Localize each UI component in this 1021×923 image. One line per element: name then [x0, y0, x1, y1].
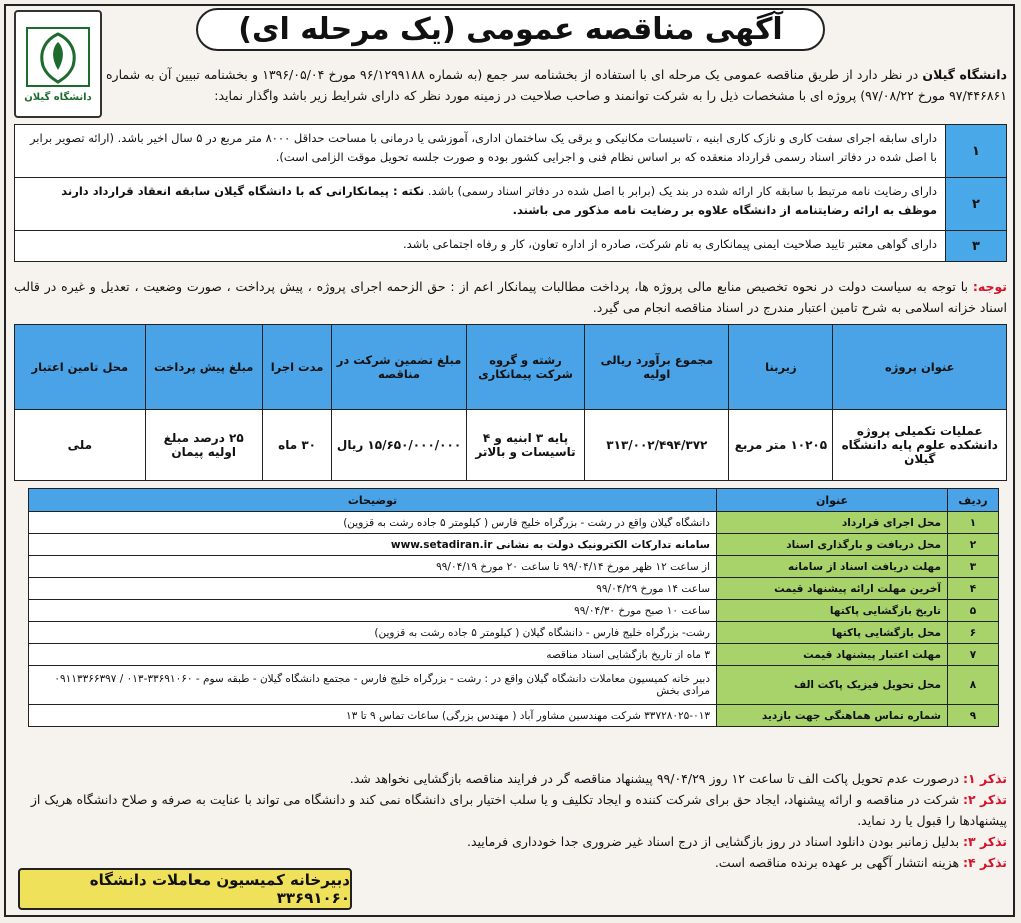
schedule-header-row — [29, 489, 999, 512]
title-wrap — [110, 8, 911, 56]
row-subject: آخرین مهلت ارائه پیشنهاد قیمت — [717, 578, 948, 600]
footnote — [14, 768, 1007, 789]
footnote — [14, 831, 1007, 852]
project-row — [15, 410, 1007, 481]
footnote-text: شرکت در مناقصه و ارائه پیشنهاد، ایجاد حق برای شرکت کننده و ایجاد تکلیف و یا سلب اختیار برای دانشگاه نمی کند و دانشگاه می تواند با عنایت به صرفه و صلاح دانشگاه هریک از پیشنهادها را قبول یا رد نماید. — [30, 792, 1007, 828]
footnotes — [14, 768, 1007, 873]
requirement-note: نکته : پیمانکارانی که با دانشگاه گیلان سابقه انعقاد قرارداد دارند موظف به ارائه رضایتنامه از دانشگاه علاوه بر رضایت نامه مذکور می باشند. — [61, 184, 937, 217]
row-description: از ساعت ۱۲ ظهر مورخ ۹۹/۰۴/۱۴ تا ساعت ۲۰ مورخ ۹۹/۰۴/۱۹ — [29, 556, 717, 578]
footnote-text: بدلیل زمانبر بودن دانلود اسناد در روز بازگشایی از درج اسناد غیر ضروری جدا خودداری فرمایید. — [467, 834, 964, 849]
cell-contractor-grade: پایه ۳ ابنیه و ۴ تاسیسات و بالاتر — [466, 410, 585, 481]
payment-note — [14, 276, 1007, 318]
row-number: ۸ — [948, 666, 999, 705]
row-subject: محل تحویل فیزیک پاکت الف — [717, 666, 948, 705]
requirement-number: ۲ — [945, 178, 1006, 230]
footnote-text: هزینه انتشار آگهی بر عهده برنده مناقصه است. — [714, 855, 964, 870]
row-number: ۱ — [948, 512, 999, 534]
row-description: ۳۳۷۲۸۰۲۵-۰۱۳ شرکت مهندسین مشاور آباد ( مهندس بزرگی) ساعات تماس ۹ تا ۱۳ — [29, 705, 717, 727]
row-description: رشت- بزرگراه خلیج فارس - دانشگاه گیلان ( کیلومتر ۵ جاده رشت به قزوین) — [29, 622, 717, 644]
table-row — [29, 705, 999, 727]
intro-org: دانشگاه گیلان — [922, 67, 1007, 82]
intro-paragraph — [106, 64, 1007, 106]
requirement-text: دارای سابقه اجرای سفت کاری و نازک کاری ابنیه ، تاسیسات مکانیکی و برقی یک ساختمان اداری، آموزشی یا درمانی با مساحت حداقل ۸۰۰۰ متر مربع در ۵ سال اخیر باشد. (ارائه تصویر برابر با اصل شده در دفاتر اسناد رسمی قرارداد منعقده که بر اساس نظام فنی و اجرایی کشور بوده و صورت جلسه تحویل موقت الزامی است). — [15, 125, 945, 177]
header-funding: محل تامین اعتبار — [15, 325, 146, 410]
logo-caption: دانشگاه گیلان — [24, 91, 92, 103]
table-row — [29, 512, 999, 534]
header-duration: مدت اجرا — [262, 325, 332, 410]
schedule-table — [28, 488, 999, 727]
row-number: ۴ — [948, 578, 999, 600]
cell-guarantee: ۱۵/۶۵۰/۰۰۰/۰۰۰ ریال — [332, 410, 466, 481]
row-description: ساعت ۱۰ صبح مورخ ۹۹/۰۴/۳۰ — [29, 600, 717, 622]
table-row — [29, 578, 999, 600]
cell-duration: ۳۰ ماه — [262, 410, 332, 481]
project-header-row — [15, 325, 1007, 410]
cell-prepayment: ۲۵ درصد مبلغ اولیه پیمان — [145, 410, 262, 481]
footnote — [14, 789, 1007, 831]
table-row — [29, 556, 999, 578]
footnote-label: تذکر ۱: — [963, 771, 1007, 786]
table-row — [29, 644, 999, 666]
row-number: ۹ — [948, 705, 999, 727]
row-number: ۶ — [948, 622, 999, 644]
header-description: توضیحات — [29, 489, 717, 512]
header-prepayment: مبلغ پیش پرداخت — [145, 325, 262, 410]
header-subject: عنوان — [717, 489, 948, 512]
requirement-item — [15, 178, 1006, 231]
row-number: ۳ — [948, 556, 999, 578]
row-subject: شماره تماس هماهنگی جهت بازدید — [717, 705, 948, 727]
footnote-label: تذکر ۳: — [963, 834, 1007, 849]
table-row — [29, 534, 999, 556]
requirement-number: ۳ — [945, 231, 1006, 261]
header-estimate: مجموع برآورد ریالی اولیه — [585, 325, 729, 410]
header-project-title: عنوان پروژه — [833, 325, 1007, 410]
requirements-list — [14, 124, 1007, 262]
row-subject: محل اجرای قرارداد — [717, 512, 948, 534]
emblem-icon — [25, 26, 91, 88]
footnote-label: تذکر ۲: — [963, 792, 1007, 807]
cell-area: ۱۰۲۰۵ متر مربع — [729, 410, 833, 481]
row-subject: محل دریافت و بارگذاری اسناد — [717, 534, 948, 556]
row-number: ۷ — [948, 644, 999, 666]
header-guarantee: مبلغ تضمین شرکت در مناقصه — [332, 325, 466, 410]
table-row — [29, 622, 999, 644]
requirement-item — [15, 125, 1006, 178]
header-row-num: ردیف — [948, 489, 999, 512]
footnote-text: درصورت عدم تحویل پاکت الف تا ساعت ۱۲ روز ۹۹/۰۴/۲۹ پیشنهاد مناقصه گر در فرایند مناقصه بازگشایی نخواهد شد. — [349, 771, 964, 786]
secretariat-contact-box: دبیرخانه کمیسیون معاملات دانشگاه ۳۳۶۹۱۰۶۰ — [18, 868, 352, 910]
university-logo — [14, 10, 102, 118]
row-subject: تاریخ بازگشایی پاکتها — [717, 600, 948, 622]
requirement-item — [15, 231, 1006, 261]
row-subject: محل بازگشایی پاکتها — [717, 622, 948, 644]
cell-estimate: ۳۱۳/۰۰۲/۴۹۴/۳۷۲ — [585, 410, 729, 481]
row-subject: مهلت اعتبار پیشنهاد قیمت — [717, 644, 948, 666]
website-link[interactable]: سامانه تدارکات الکترونیک دولت به نشانی www.setadiran.ir — [29, 534, 717, 556]
requirement-text: دارای رضایت نامه مرتبط با سابقه کار ارائه شده در بند یک (برابر با اصل شده در دفاتر اسناد رسمی) باشد. نکته : پیمانکارانی که با دانشگاه گیلان سابقه انعقاد قرارداد دارند موظف به ارائه رضایتنامه از دانشگاه علاوه بر رضایت نامه مذکور می باشند. — [15, 178, 945, 230]
cell-project-title: عملیات تکمیلی پروژه دانشکده علوم پایه دانشگاه گیلان — [833, 410, 1007, 481]
intro-text: در نظر دارد از طریق مناقصه عمومی یک مرحله ای با استفاده از بخشنامه سر جمع (به شماره ۹۶/۱۲۹۹۱۸۸ مورخ ۱۳۹۶/۰۵/۰۴ و بخشنامه تبیین آن به شماره ۹۷/۴۴۶۸۶۱ مورخ ۹۷/۰۸/۲۲) پروژه ای با مشخصات ذیل را به شرکت توانمند و صاحب صلاحیت در زمینه مورد نظر که دارای شرایط زیر باشد واگذار نماید: — [106, 67, 1007, 103]
row-description: دانشگاه گیلان واقع در رشت - بزرگراه خلیج فارس ( کیلومتر ۵ جاده رشت به قزوین) — [29, 512, 717, 534]
requirement-number: ۱ — [945, 125, 1006, 177]
row-description: ساعت ۱۴ مورخ ۹۹/۰۴/۲۹ — [29, 578, 717, 600]
project-table — [14, 324, 1007, 481]
header-area: زیربنا — [729, 325, 833, 410]
row-description: ۳ ماه از تاریخ بازگشایی اسناد مناقصه — [29, 644, 717, 666]
table-row — [29, 666, 999, 705]
note-text: با توجه به سیاست دولت در نحوه تخصیص منابع مالی پروژه ها، پرداخت مطالبات پیمانکار اعم از : حق الزحمه اجرای پروژه ، پیش پرداخت ، صورت وضعیت ، تعدیل و غیره در قالب اسناد خزانه اسلامی به شرح تامین اعتبار مندرج در اسناد مناقصه انجام می گیرد. — [14, 279, 1007, 315]
table-row — [29, 600, 999, 622]
row-number: ۵ — [948, 600, 999, 622]
header-contractor-grade: رشته و گروه شرکت پیمانکاری — [466, 325, 585, 410]
footnote-label: تذکر ۴: — [963, 855, 1007, 870]
requirement-text: دارای گواهی معتبر تایید صلاحیت ایمنی پیمانکاری به نام شرکت، صادره از اداره تعاون، کار و رفاه اجتماعی باشد. — [15, 231, 945, 261]
cell-funding: ملی — [15, 410, 146, 481]
row-subject: مهلت دریافت اسناد از سامانه — [717, 556, 948, 578]
row-description: دبیر خانه کمیسیون معاملات دانشگاه گیلان واقع در : رشت - بزرگراه خلیج فارس - مجتمع دانشگاه گیلان - طبقه سوم - ۳۳۶۹۱۰۶۰-۰۱۳ / ۰۹۱۱۳۳۶۶۳۹۷ مرادی بخش — [29, 666, 717, 705]
row-number: ۲ — [948, 534, 999, 556]
page-title: آگهی مناقصه عمومی (یک مرحله ای) — [196, 8, 824, 51]
note-label: توجه: — [972, 279, 1007, 294]
